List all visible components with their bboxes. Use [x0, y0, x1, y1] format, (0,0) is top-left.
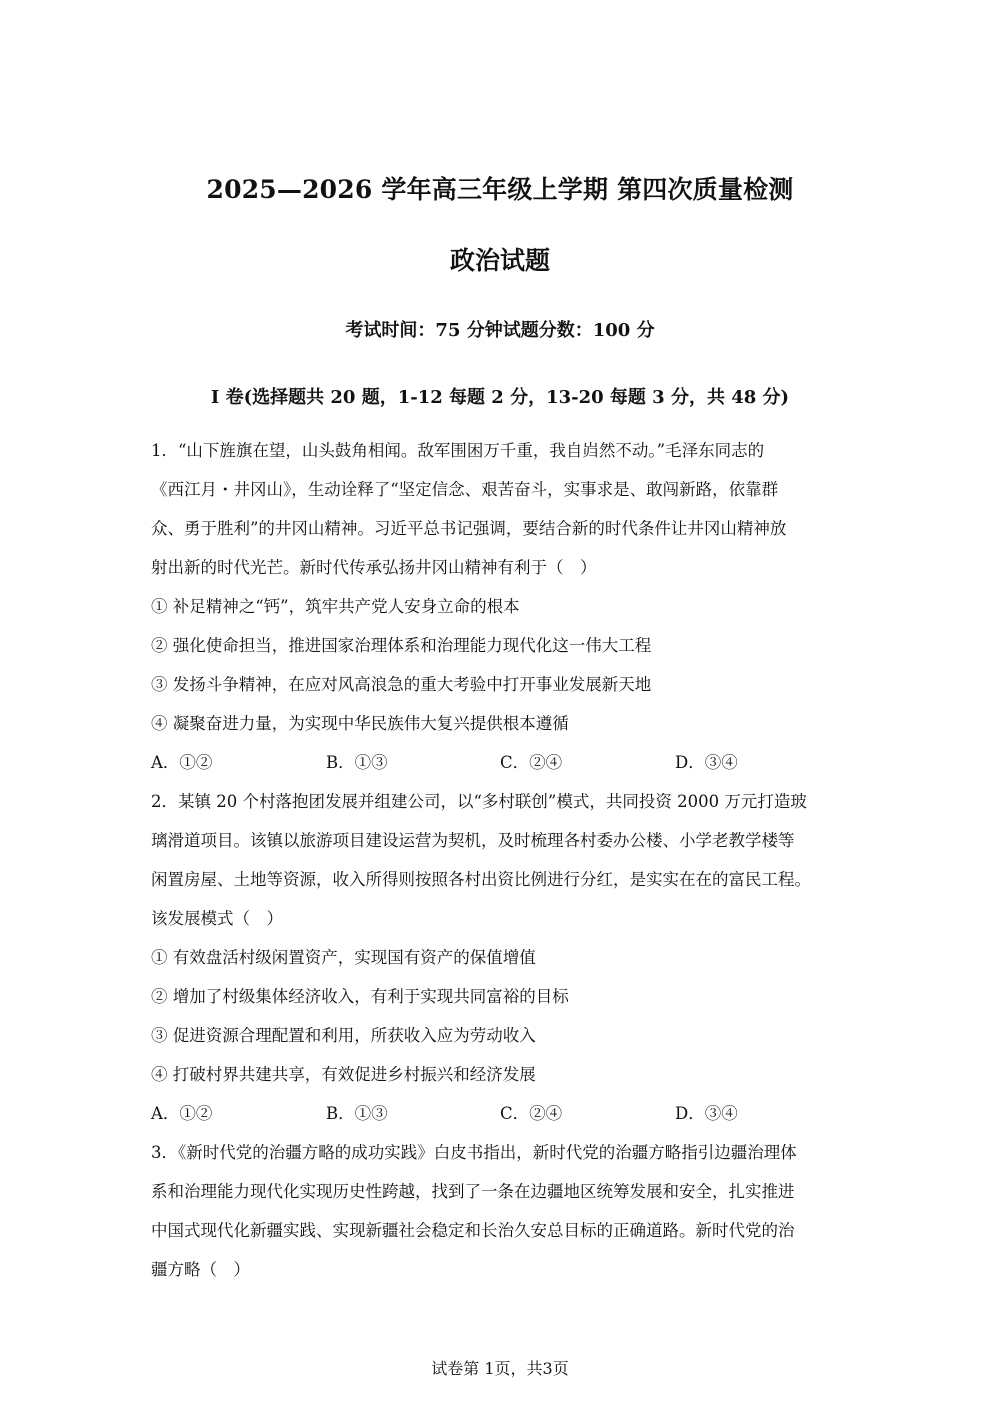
answer-options	[151, 743, 853, 782]
statement-item: ① 有效盘活村级闲置资产，实现国有资产的保值增值	[151, 948, 536, 967]
statement-item: ④ 打破村界共建共享，有效促进乡村振兴和经济发展	[151, 1065, 536, 1084]
option-a: A．①②	[151, 753, 213, 772]
statement-item: ④ 凝聚奋进力量，为实现中华民族伟大复兴提供根本遵循	[151, 714, 569, 733]
question-stem-line: 2．某镇 20 个村落抱团发展并组建公司，以“多村联创”模式，共同投资 2000 万元打造玻	[151, 792, 807, 811]
option-d: D．③④	[675, 1104, 738, 1123]
question-2	[151, 782, 853, 1133]
option-d: D．③④	[675, 753, 738, 772]
statement-item: ③ 发扬斗争精神，在应对风高浪急的重大考验中打开事业发展新天地	[151, 675, 652, 694]
option-b: B．①③	[326, 1104, 388, 1123]
question-list	[151, 431, 853, 1289]
option-c: C．②④	[500, 753, 563, 772]
question-stem-line: 3．《新时代党的治疆方略的成功实践》白皮书指出，新时代党的治疆方略指引边疆治理体	[151, 1143, 797, 1162]
question-stem-line: 射出新的时代光芒。新时代传承弘扬井冈山精神有利于（ ）	[151, 558, 597, 577]
question-stem-line: 1．“山下旌旗在望，山头鼓角相闻。敌军围困万千重，我自岿然不动。”毛泽东同志的	[151, 441, 765, 460]
option-c: C．②④	[500, 1104, 563, 1123]
answer-options	[151, 1094, 853, 1133]
exam-info: 考试时间：75 分钟试题分数：100 分	[345, 320, 655, 341]
option-a: A．①②	[151, 1104, 213, 1123]
statement-item: ② 增加了村级集体经济收入，有利于实现共同富裕的目标	[151, 987, 569, 1006]
question-stem-line: 中国式现代化新疆实践、实现新疆社会稳定和长治久安总目标的正确道路。新时代党的治	[151, 1221, 795, 1240]
question-stem-line: 疆方略（ ）	[151, 1260, 250, 1279]
exam-title: 2025—2026 学年高三年级上学期 第四次质量检测	[206, 175, 794, 204]
question-1	[151, 431, 853, 782]
question-stem-line: 众、勇于胜利”的井冈山精神。习近平总书记强调，要结合新的时代条件让井冈山精神放	[151, 519, 787, 538]
question-3	[151, 1133, 853, 1289]
page-footer: 试卷第 1页，共3页	[431, 1359, 569, 1378]
statement-item: ② 强化使命担当，推进国家治理体系和治理能力现代化这一伟大工程	[151, 636, 652, 655]
question-stem-line: 璃滑道项目。该镇以旅游项目建设运营为契机，及时梳理各村委办公楼、小学老教学楼等	[151, 831, 795, 850]
section-title: I 卷(选择题共 20 题，1-12 每题 2 分，13-20 每题 3 分，共 48 分)	[210, 387, 790, 408]
question-stem-line: 该发展模式（ ）	[151, 909, 283, 928]
question-stem-line: 闲置房屋、土地等资源，收入所得则按照各村出资比例进行分红，是实实在在的富民工程。	[151, 870, 811, 889]
question-stem-line: 《西江月・井冈山》，生动诠释了“坚定信念、艰苦奋斗，实事求是、敢闯新路，依靠群	[151, 480, 779, 499]
question-stem-line: 系和治理能力现代化实现历史性跨越，找到了一条在边疆地区统筹发展和安全，扎实推进	[151, 1182, 795, 1201]
statement-item: ① 补足精神之“钙”，筑牢共产党人安身立命的根本	[151, 597, 520, 616]
statement-item: ③ 促进资源合理配置和利用，所获收入应为劳动收入	[151, 1026, 536, 1045]
subject-title: 政治试题	[449, 246, 550, 275]
option-b: B．①③	[326, 753, 388, 772]
